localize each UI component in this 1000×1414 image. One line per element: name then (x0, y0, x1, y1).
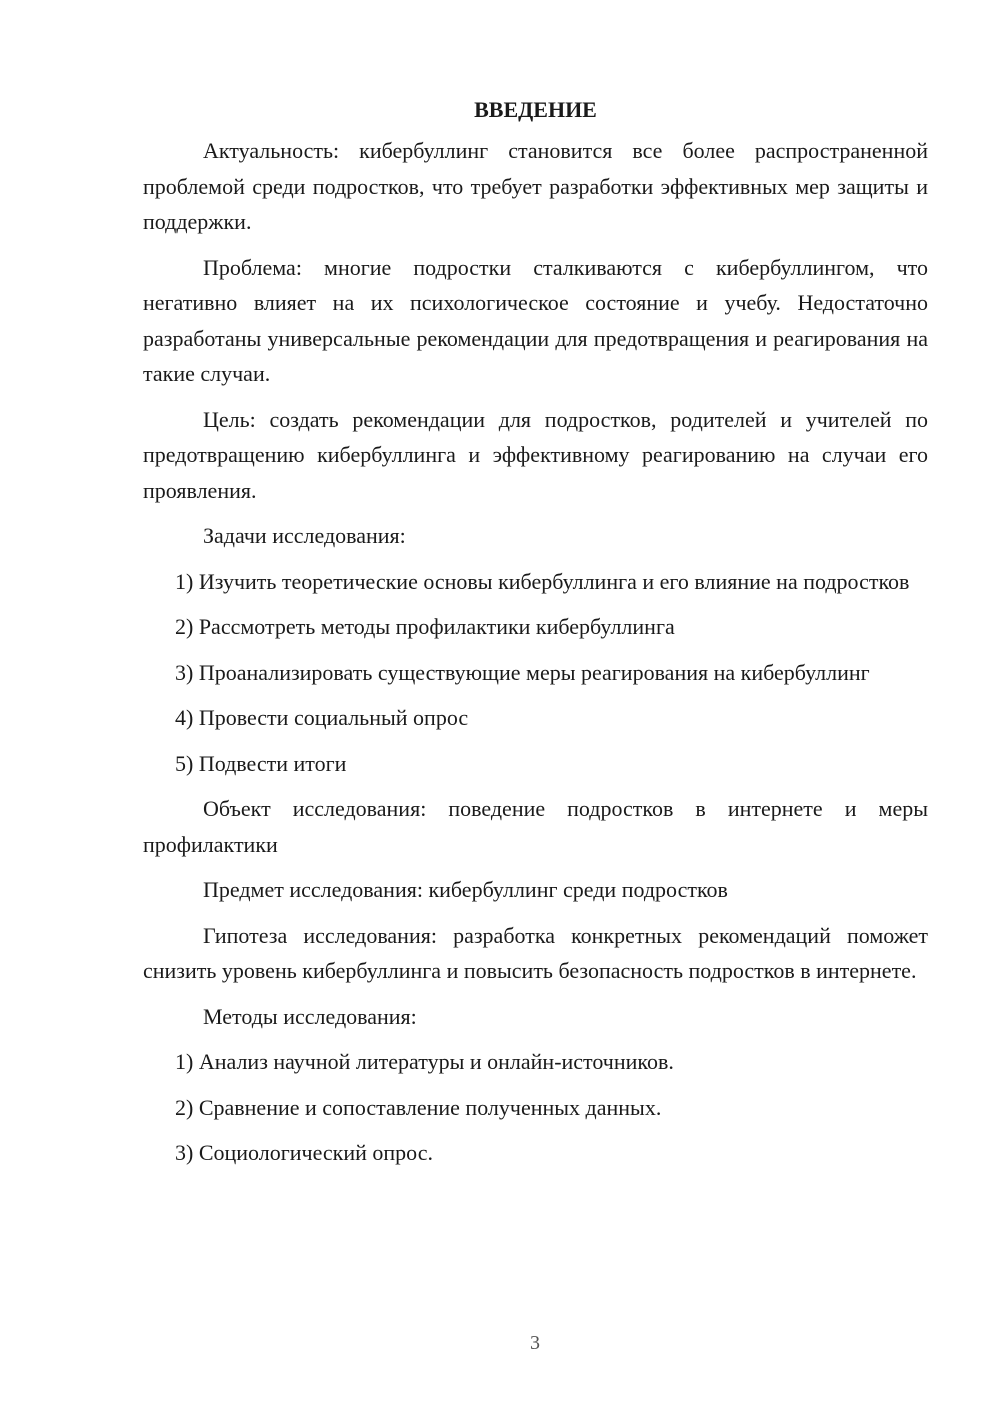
task-item-5: 5) Подвести итоги (175, 750, 347, 776)
methods-title: Методы исследования: (203, 1003, 417, 1029)
method-item-1: 1) Анализ научной литературы и онлайн-источников. (175, 1049, 674, 1074)
object-paragraph: Объект исследования: поведение подростков в интернете и меры профилактики (143, 796, 928, 857)
tasks-title: Задачи исследования: (203, 523, 406, 548)
task-item-1: 1) Изучить теоретические основы кибербуллинга и его влияние на подростков (175, 568, 910, 594)
subject-paragraph: Предмет исследования: кибербуллинг среди подростков (203, 877, 728, 902)
hypothesis-paragraph: Гипотеза исследования: разработка конкретных рекомендаций поможет снизить уровень кибербуллинга и повысить безопасность подростков в интернете. (143, 922, 928, 983)
relevance-paragraph: Актуальность: кибербуллинг становится все более распространенной проблемой среди подростков, что требует разработки эффективных мер защиты и поддержки. (143, 138, 928, 234)
document-page (143, 92, 928, 1181)
problem-paragraph: Проблема: многие подростки сталкиваются с кибербуллингом, что негативно влияет на их психологическое состояние и учебу. Недостаточно разработаны универсальные рекомендации для предотвращения и реагирования на такие случаи. (143, 254, 928, 386)
section-heading: ВВЕДЕНИЕ (474, 97, 597, 122)
task-item-2: 2) Рассмотреть методы профилактики кибербуллинга (175, 614, 675, 639)
page-number: 3 (530, 1332, 540, 1354)
task-item-3: 3) Проанализировать существующие меры реагирования на кибербуллинг (175, 659, 870, 685)
goal-paragraph: Цель: создать рекомендации для подростков, родителей и учителей по предотвращению кибербуллинга и эффективному реагированию на случаи его проявления. (143, 406, 928, 503)
method-item-3: 3) Социологический опрос. (175, 1140, 433, 1165)
task-item-4: 4) Провести социальный опрос (175, 705, 469, 730)
method-item-2: 2) Сравнение и сопоставление полученных данных. (175, 1094, 662, 1120)
